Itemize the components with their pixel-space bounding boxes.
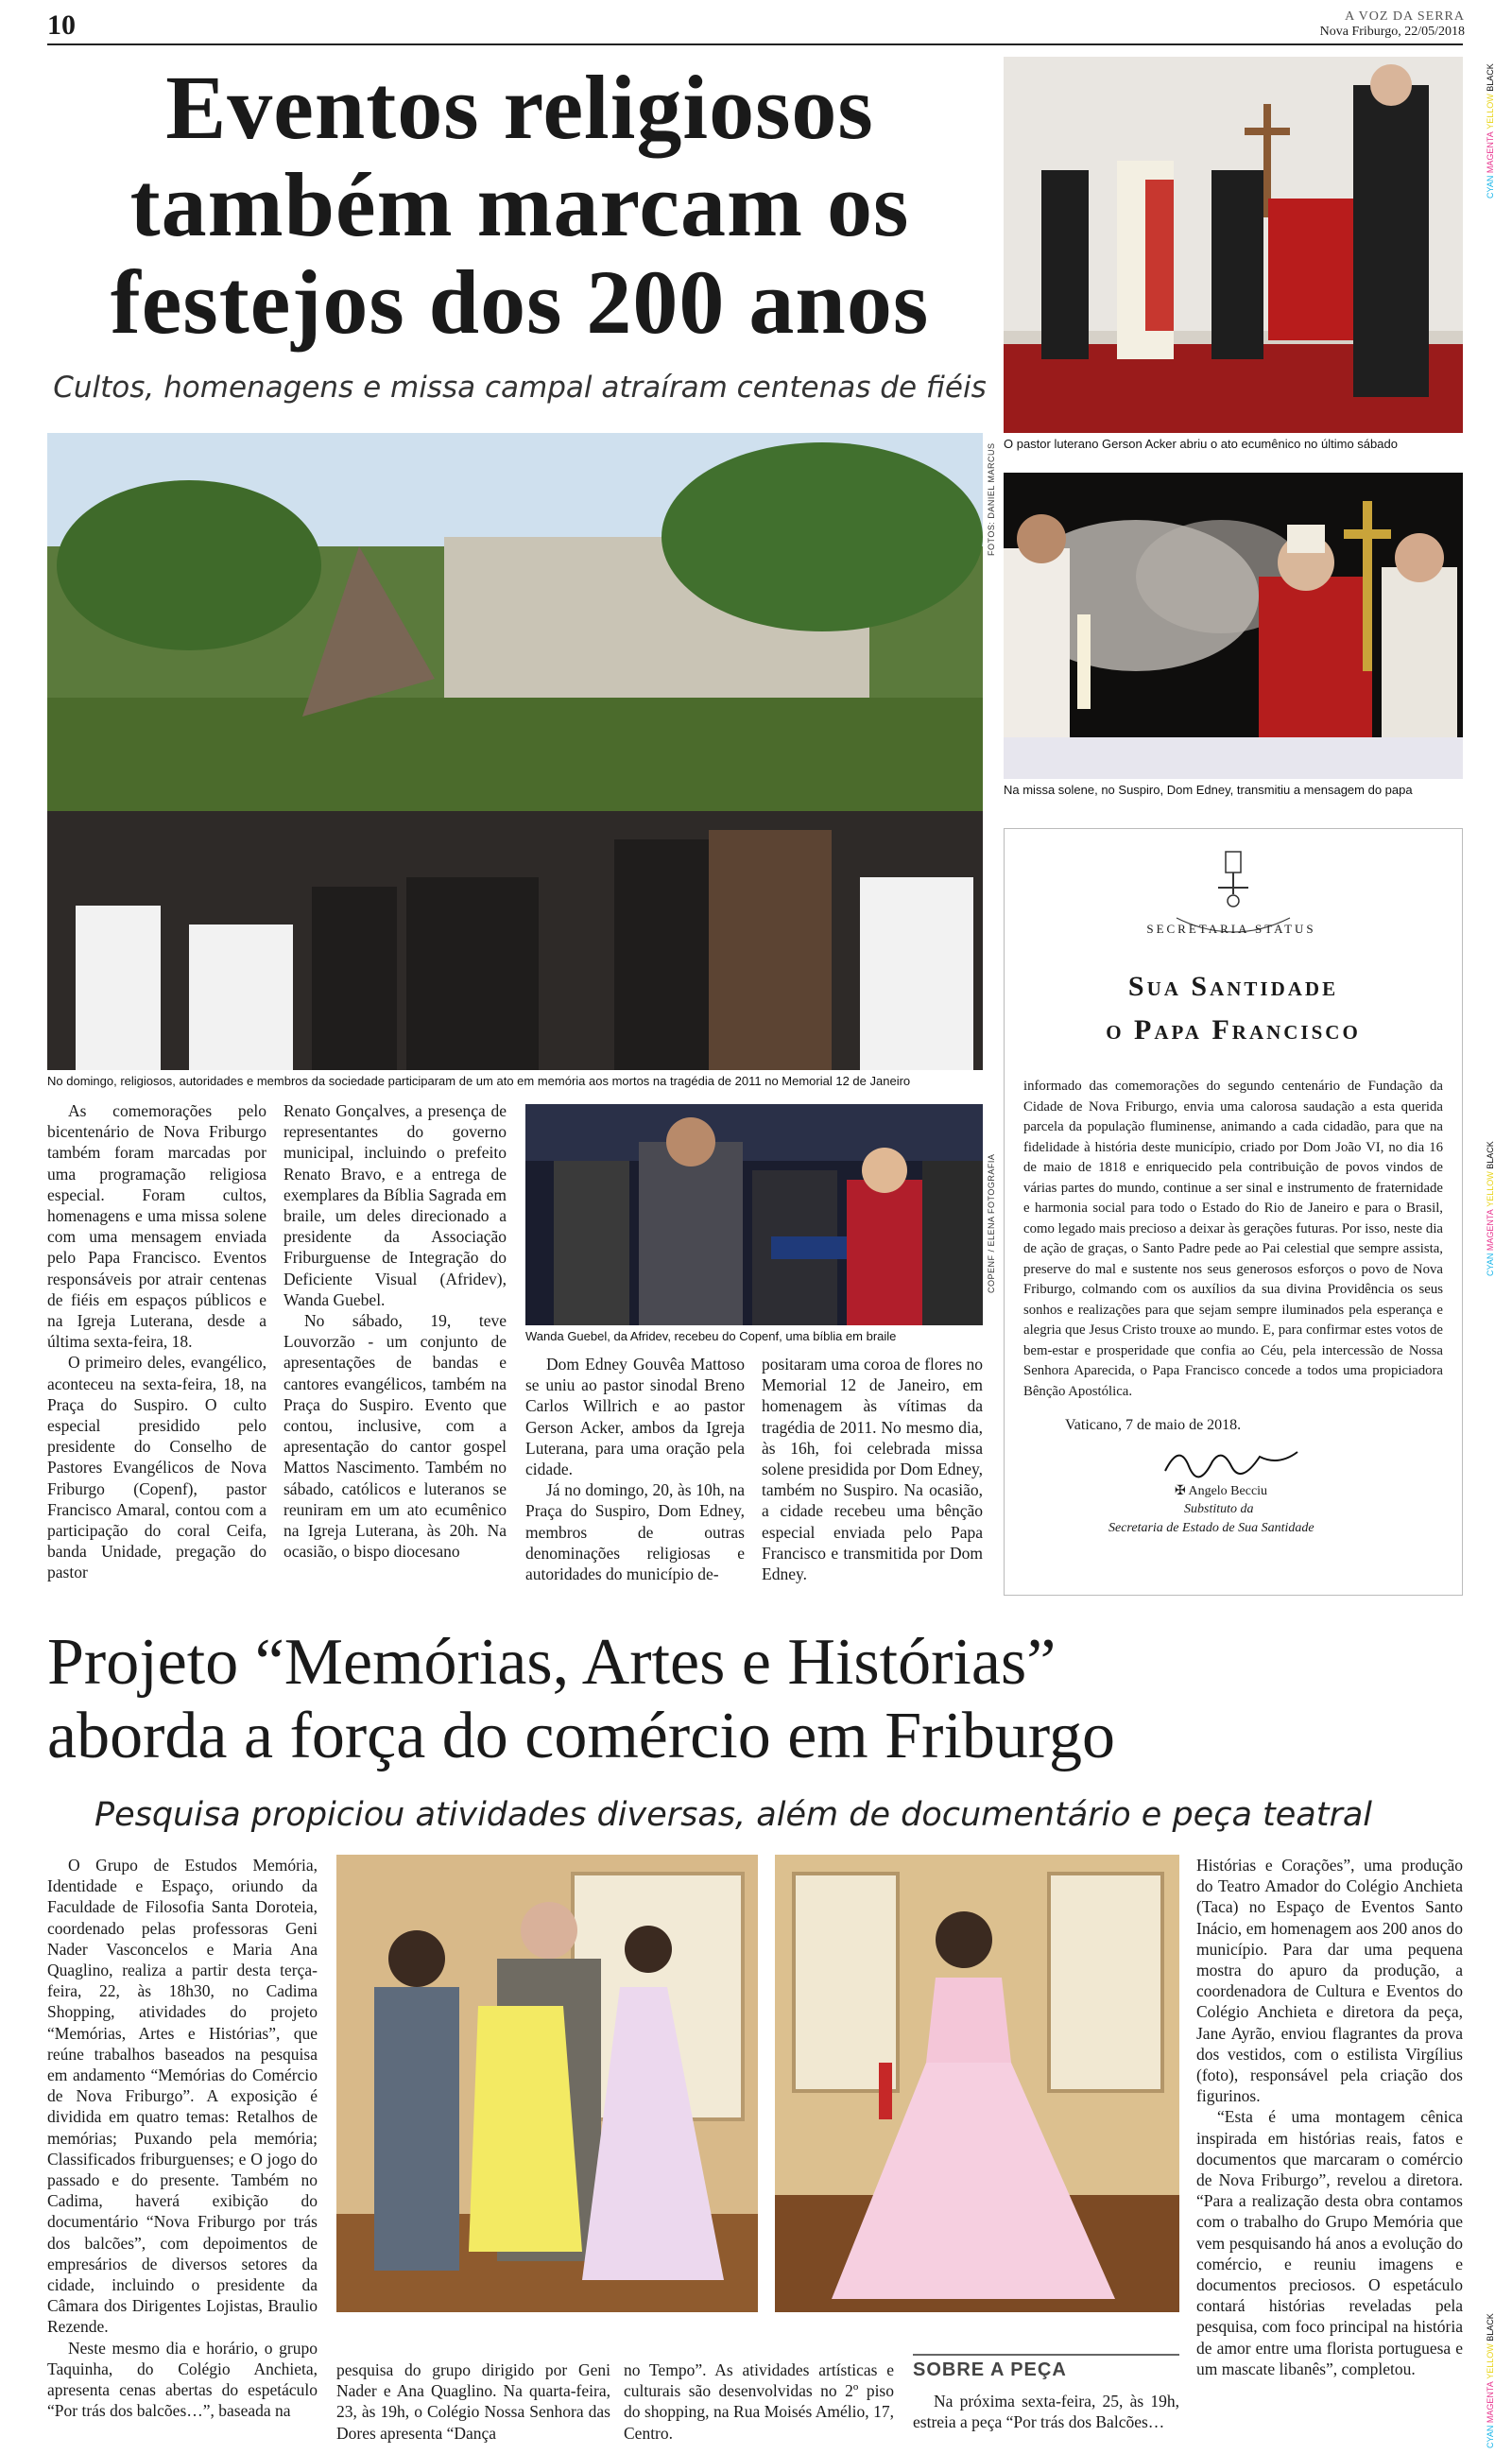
papal-letter xyxy=(1004,828,1463,1596)
lutheran-church-photo xyxy=(1004,57,1463,433)
photo-credit: FOTOS: DANIEL MARCUS xyxy=(987,442,996,556)
paragraph: No sábado, 19, teve Louvorzão - um conjunto de apresentações de bandas e cantores evangélicos, também na Praça do Suspiro. Evento que contou, inclusive, com a apresentação do cantor gospel Mattos Nascimento. Também no sábado, católicos e luteranos se reuniram em um ato ecumênico na Igreja Luterana, às 20h. Na ocasião, o bispo diocesano xyxy=(284,1311,507,1562)
dateline: Nova Friburgo, 22/05/2018 xyxy=(1319,25,1465,39)
letter-body: informado das comemorações do segundo centenário de Fundação da Cidade de Nova Friburgo, envia uma calorosa saudação a esta querida parcela da população fluminense, animando a cada cidadão, para que na fidelidade à história deste município, criado por Dom João VI, no dia 16 de maio de 1818 e enriquecido pela contribuição de povos vindos de várias partes do mundo, continue a ser sinal e instrumento de fraternidade e harmonia social para todo o Estado do Rio de Janeiro e para o Brasil, como legado mais precioso a deixar às gerações futuras. Por isso, neste dia de ação de graças, o Santo Padre pede ao Pai celestial que sempre assista, preserve do mal e sustente nos seus generosos esforços o povo de Nova Friburgo, colmando com os auxílios da sua divina Providência os seus sonhos e realizações para que sejam sempre iluminados pela esperança e alegria que Jesus Cristo trouxe ao mundo. E, para confirmar estes votos de bem-estar e prosperidade que confia ao Céu, pela intercessão de Nossa Senhora Aparecida, o Papa Francisco concede a todos uma propiciadora Bênção Apostólica. xyxy=(1023,1079,1443,1399)
page-number: 10 xyxy=(47,9,76,41)
sidebar-box xyxy=(913,2354,1179,2432)
paragraph: positaram uma coroa de flores no Memorial 12 de Janeiro, em homenagem às vítimas da tragédia de 2011. No mesmo dia, às 16h, foi celebrada missa solene presidida por Dom Edney, também no Suspiro. Na ocasião, a cidade recebeu uma bênção especial enviada pelo Papa Francisco e transmitida por Dom Edney. xyxy=(762,1355,983,1584)
handwritten-signature xyxy=(1156,1438,1307,1485)
letter-title-2: o Papa Francisco xyxy=(1106,1014,1361,1046)
seal-text: SECRETARIA STATUS xyxy=(1146,922,1316,936)
masthead xyxy=(1320,9,1465,40)
story1-headline: Eventos religiosos também marcam os festejos dos 200 anos xyxy=(110,57,930,353)
story2-column-1 xyxy=(47,1855,318,2421)
caption-pastor: O pastor luterano Gerson Acker abriu o ato ecumênico no último sábado xyxy=(1004,437,1398,451)
registration-mark-mid: CYAN MAGENTA YELLOW BLACK xyxy=(1486,1141,1495,1276)
paragraph: Já no domingo, 20, às 10h, na Praça do Suspiro, Dom Edney, membros de outras denominações religiosas e autoridades do município de- xyxy=(525,1480,745,1584)
paragraph: pesquisa do grupo dirigido por Geni Nader e Ana Quaglino. Na quarta-feira, 23, às 19h, o Colégio Nossa Senhora das Dores apresenta “Dança xyxy=(336,2360,610,2443)
story2-column-3 xyxy=(624,2359,894,2444)
story1-subhead: Cultos, homenagens e missa campal atraíram centenas de fiéis xyxy=(53,371,987,405)
letter-date: Vaticano, 7 de maio de 2018. xyxy=(1065,1417,1242,1433)
header-rule xyxy=(47,43,1463,45)
story1-column-3 xyxy=(525,1354,745,1584)
paragraph: O primeiro deles, evangélico, aconteceu na sexta-feira, 18, na Praça do Suspiro. O culto especial presidido pelo presidente do Conselho de Pastores Evangélicos de Nova Friburgo (Copenf), pastor Francisco Amaral, contou com a participação do coral Ceifa, banda Unidade, pregação do pastor xyxy=(47,1353,266,1582)
dress-photo xyxy=(775,1855,1179,2312)
registration-mark-bottom: CYAN MAGENTA YELLOW BLACK xyxy=(1486,2313,1495,2448)
paragraph: As comemorações pelo bicentenário de Nova Friburgo também foram marcadas por uma programação religiosa especial. Foram cultos, homenagens e uma missa solene com uma mensagem enviada pelo Papa Francisco. Eventos responsáveis por atrair centenas de fiéis em espaços públicos e na Igreja Luterana, desde a última sexta-feira, 18. xyxy=(47,1101,266,1352)
story2-subhead: Pesquisa propiciou atividades diversas, além de documentário e peça teatral xyxy=(94,1796,1373,1834)
story2-column-2 xyxy=(336,2359,610,2444)
story2-column-4 xyxy=(1196,1855,1463,2379)
story2-headline xyxy=(47,1626,1465,1773)
caption-bible: Wanda Guebel, da Afridev, recebeu do Copenf, uma bíblia em braile xyxy=(525,1329,897,1343)
solemn-mass-photo xyxy=(1004,473,1463,779)
sidebar-text xyxy=(913,2391,1179,2432)
bible-presentation-photo xyxy=(525,1104,983,1325)
caption-memorial: No domingo, religiosos, autoridades e membros da sociedade participaram de um ato em memória aos mortos na tragédia de 2011 no Memorial 12 de Janeiro xyxy=(47,1074,911,1088)
story1-column-1 xyxy=(47,1100,266,1583)
paragraph: Dom Edney Gouvêa Mattoso se uniu ao pastor sinodal Breno Carlos Willrich e ao pastor Gerson Acker, ambos da Igreja Luterana, para uma oração pela cidade. xyxy=(525,1355,745,1479)
paragraph: no Tempo”. As atividades artísticas e culturais são desenvolvidas no 2º piso do shopping, na Rua Moisés Amélio, 17, Centro. xyxy=(624,2360,894,2443)
registration-mark-top: CYAN MAGENTA YELLOW BLACK xyxy=(1486,63,1495,199)
letter-title-1: Sua Santidade xyxy=(1127,971,1339,1002)
signatory-office: Secretaria de Estado de Sua Santidade xyxy=(1108,1521,1314,1535)
paragraph: Renato Gonçalves, a presença de representantes do governo municipal, incluindo o prefeito Renato Bravo, e a entrega de exemplares da Bíblia Sagrada em braile, um deles direcionado a presidente da Associação Friburguense de Integração do Deficiente Visual (Afridev), Wanda Guebel. xyxy=(284,1101,507,1309)
sidebar-heading: SOBRE A PEÇA xyxy=(913,2359,1067,2380)
costume-fitting-photo xyxy=(336,1855,758,2312)
paragraph: “Esta é uma montagem cênica inspirada em histórias reais, fatos e documentos que marcaram o comércio de Nova Friburgo”, revelou a diretora. “Para a realização desta obra contamos com o trabalho do Grupo Memória que vem pesquisando há anos a evolução do comércio, e reuniu imagens e documentos preciosos. O espetáculo contará histórias reveladas pela pesquisa, com foco principal na história de amor entre uma florista portuguesa e um mascate libanês”, completou. xyxy=(1196,2107,1463,2378)
story2-headline-line2: aborda a força do comércio em Friburgo xyxy=(47,1700,1115,1772)
paragraph: O Grupo de Estudos Memória, Identidade e Espaço, oriundo da Faculdade de Filosofia Santa Doroteia, coordenado pelas professoras Geni Nader Vasconcelos e Maria Ana Quaglino, realiza a partir desta terça-feira, 22, às 18h30, no Cadima Shopping, atividades do projeto “Memórias, Artes e Histórias”, que reúne trabalhos baseados na pesquisa em andamento “Memórias do Comércio de Nova Friburgo”. A exposição é dividida em quatro temas: Retalhos de memórias; Puxando pela memória; Classificados friburguenses; e O jogo do passado e do presente. Também no Cadima, haverá exibição do documentário “Nova Friburgo por trás dos balcões”, com depoimentos de empresários de diversos setores da cidade, incluindo o presidente da Câmara dos Dirigentes Lojistas, Braulio Rezende. xyxy=(47,1856,318,2337)
signatory-name: ✠ Angelo Becciu xyxy=(1175,1484,1268,1498)
signatory-title: Substituto da xyxy=(1184,1502,1254,1516)
paragraph: Na próxima sexta-feira, 25, às 19h, estreia a peça “Por trás dos Balcões… xyxy=(913,2392,1179,2432)
memorial-ceremony-photo xyxy=(47,433,983,1070)
caption-mass: Na missa solene, no Suspiro, Dom Edney, transmitiu a mensagem do papa xyxy=(1004,783,1413,797)
story2-headline-line1: Projeto “Memórias, Artes e Histórias” xyxy=(47,1626,1057,1699)
story1-column-2 xyxy=(284,1100,507,1562)
story1-column-4 xyxy=(762,1354,983,1584)
paper-name: A VOZ DA SERRA xyxy=(1345,9,1465,24)
paragraph: Neste mesmo dia e horário, o grupo Taquinha, do Colégio Anchieta, apresenta cenas abertas do espetáculo “Por trás dos balcões…”, baseada na xyxy=(47,2338,318,2421)
photo-credit-copenf: COPENF / ELENA FOTOGRAFIA xyxy=(987,1153,996,1293)
paragraph: Histórias e Corações”, uma produção do Teatro Amador do Colégio Anchieta (Taca) no Espaço de Eventos Santo Inácio, em homenagem aos 200 anos do município. Para dar uma pequena mostra do apuro da produção, a coordenadora de Cultura e Eventos do Colégio Anchieta e diretora da peça, Jane Ayrão, enviou flagrantes da prova dos vestidos, com o estilista Virgílius (foto), responsável pela criação dos figurinos. xyxy=(1196,1856,1463,2106)
